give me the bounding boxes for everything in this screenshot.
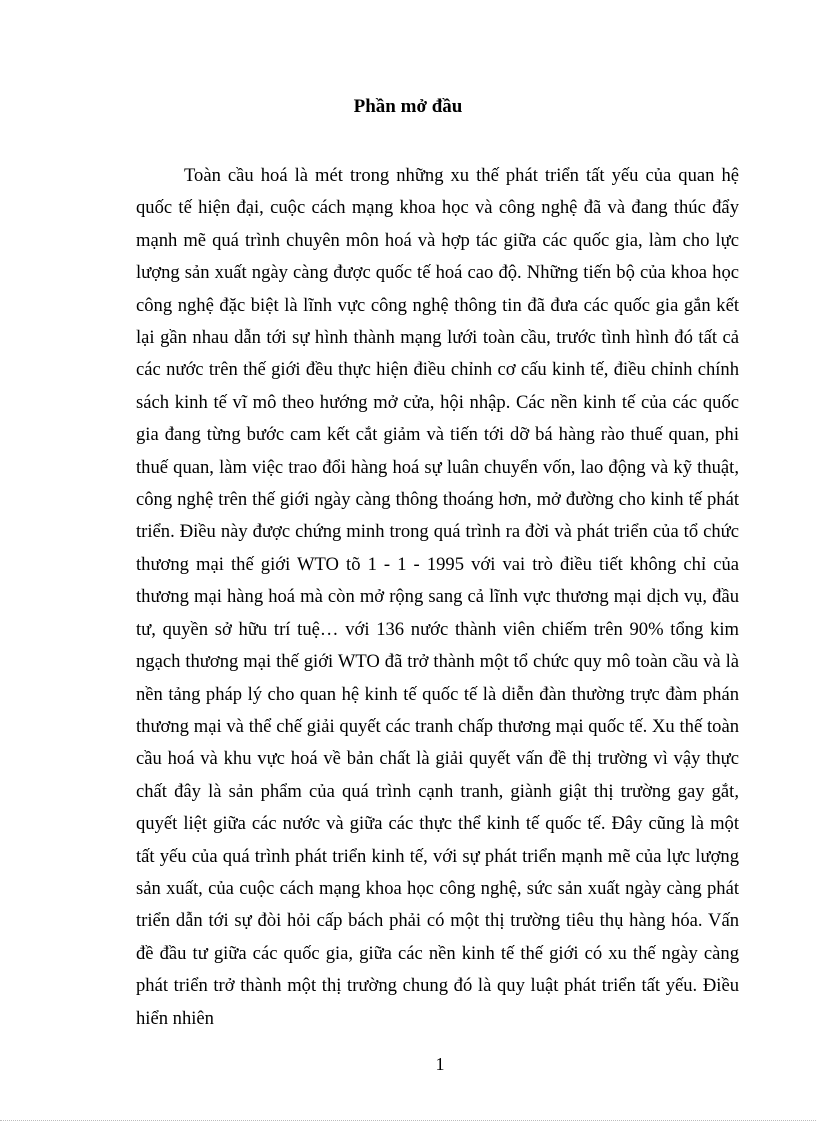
page-break-divider xyxy=(0,1120,816,1121)
page-title: Phần mở đầu xyxy=(353,96,463,117)
body-paragraph: Toàn cầu hoá là mét trong những xu thế phát triển tất yếu của quan hệ quốc tế hiện đại, cuộc cách mạng khoa học và công nghệ đã và đang thúc đẩy mạnh mẽ quá trình chuyên môn hoá và hợp tác giữa các quốc gia, làm cho lực lượng sản xuất ngày càng được quốc tế hoá cao độ. Những tiến bộ của khoa học công nghệ đặc biệt là lĩnh vực công nghệ thông tin đã đưa các quốc gia gắn kết lại gần nhau dẫn tới sự hình thành mạng lưới toàn cầu, trước tình hình đó tất cả các nước trên thế giới đều thực hiện điều chỉnh cơ cấu kinh tế, điều chỉnh chính sách kinh tế vĩ mô theo hướng mở cửa, hội nhập. Các nền kinh tế của các quốc gia đang từng bước cam kết cắt giảm và tiến tới dỡ bá hàng rào thuế quan, phi thuế quan, làm việc trao đổi hàng hoá sự luân chuyển vốn, lao động và kỹ thuật, công nghệ trên thế giới ngày càng thông thoáng hơn, mở đường cho kinh tế phát triển. Điều này được chứng minh trong quá trình ra đời và phát triển của tổ chức thương mại thế giới WTO tõ 1 - 1 - 1995 với vai trò điều tiết không chỉ của thương mại hàng hoá mà còn mở rộng sang cả lĩnh vực thương mại dịch vụ, đầu tư, quyền sở hữu trí tuệ… với 136 nước thành viên chiếm trên 90% tổng kim ngạch thương mại thế giới WTO đã trở thành một tổ chức quy mô toàn cầu và là nền tảng pháp lý cho quan hệ kinh tế quốc tế là diễn đàn thường trực đàm phán thương mại và thể chế giải quyết các tranh chấp thương mại quốc tế. Xu thế toàn cầu hoá và khu vực hoá về bản chất là giải quyết vấn đề thị trường vì vậy thực chất đây là sản phẩm của quá trình cạnh tranh, giành giật thị trường gay gắt, quyết liệt giữa các nước và giữa các thực thể kinh tế quốc tế. Đây cũng là một tất yếu của quá trình phát triển kinh tế, với sự phát triển mạnh mẽ của lực lượng sản xuất, của cuộc cách mạng khoa học công nghệ, sức sản xuất ngày càng phát triển dẫn tới sự đòi hỏi cấp bách phải có một thị trường tiêu thụ hàng hóa. Vấn đề đầu tư giữa các quốc gia, giữa các nền kinh tế thế giới có xu thế ngày càng phát triển trở thành một thị trường chung đó là quy luật phát triển tất yếu. Điều hiển nhiên xyxy=(136,165,739,1029)
page-number: 1 xyxy=(435,1054,445,1074)
